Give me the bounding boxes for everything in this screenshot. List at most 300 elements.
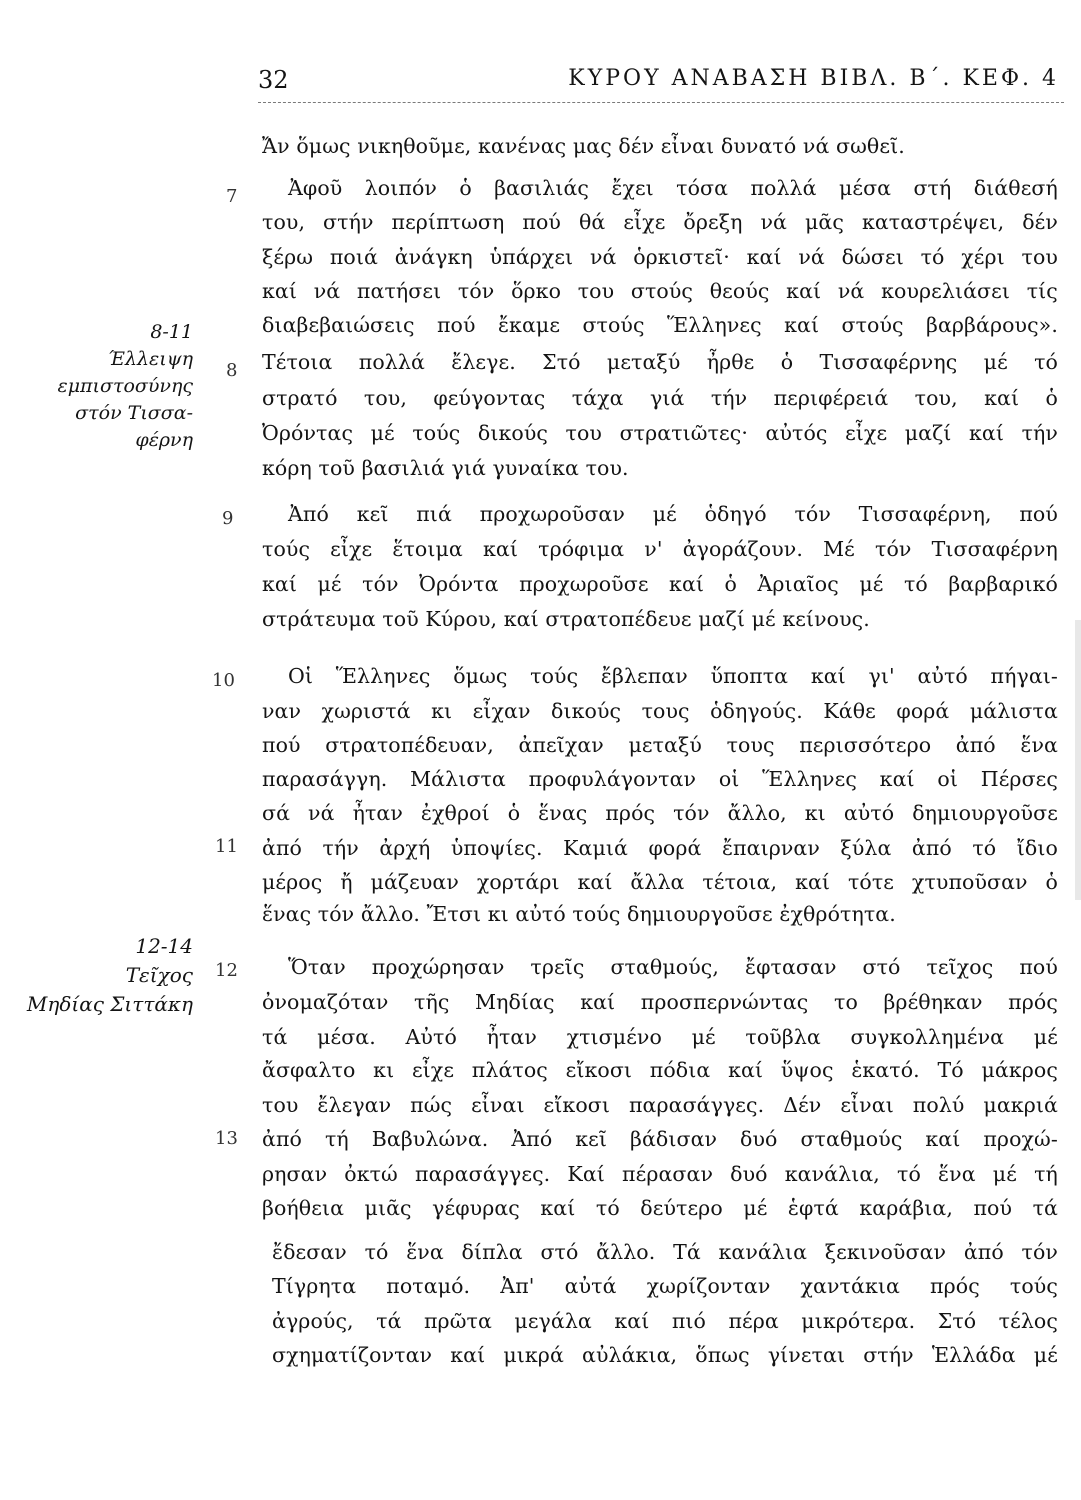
section-number-10: 10 <box>212 670 235 691</box>
word: μικρότερα. <box>801 1309 916 1333</box>
word: μέ <box>691 1025 716 1049</box>
margin-note-line: Τεῖχος <box>125 963 193 987</box>
word: ἕνα <box>938 1162 976 1186</box>
word: κι <box>373 1058 395 1082</box>
word: του <box>1021 245 1058 269</box>
word: ὄρεξη <box>683 210 743 234</box>
margin-note-line: φέρνη <box>135 429 193 451</box>
word: ἑφτά <box>787 1196 839 1220</box>
word: Ἕλληνες <box>762 767 857 791</box>
word: δυό <box>740 1127 778 1151</box>
margin-note-median-wall <box>27 932 193 1019</box>
word: δεύτερο <box>640 1196 723 1220</box>
section-number-7: 7 <box>226 186 238 207</box>
word: τό <box>595 1196 620 1220</box>
text-line <box>272 1240 1058 1272</box>
word: πρός <box>605 801 656 825</box>
word: Ἀριαῖος <box>757 572 839 596</box>
word: ἐχθροί <box>420 801 490 825</box>
margin-note-range: 8-11 <box>150 321 193 343</box>
word: μέ <box>1033 1025 1058 1049</box>
text-line <box>262 836 1058 868</box>
word: ξύλα <box>840 836 892 860</box>
word: πού <box>262 733 301 757</box>
word: Κάθε <box>823 699 876 723</box>
word: πέρασαν <box>622 1162 714 1186</box>
word: καί <box>810 664 846 688</box>
word: οἱ <box>937 767 958 791</box>
word: τούς <box>412 421 461 445</box>
word: ἦρθε <box>706 350 755 374</box>
word: σταθμούς <box>800 1127 903 1151</box>
word: καί <box>795 870 831 894</box>
word: μέρος <box>262 870 323 894</box>
word: Τίγρητα <box>272 1274 357 1298</box>
text-line <box>262 733 1058 765</box>
word: Οἱ <box>288 664 314 688</box>
word: Ἀπό <box>288 502 329 526</box>
word: ὁρκιστεῖ· <box>633 245 730 269</box>
word: ὀνομαζόταν <box>262 990 389 1014</box>
word: τόσα <box>676 176 729 200</box>
word: ὁ <box>507 801 521 825</box>
word: δίπλα <box>461 1240 523 1264</box>
word: κι <box>804 801 826 825</box>
word: ἕτοιμα <box>392 537 463 561</box>
word: ἔφτασαν <box>744 955 837 979</box>
word: προχώρησαν <box>371 955 505 979</box>
word: ἄλλο. <box>596 1240 656 1264</box>
word: δημιουργοῦσε <box>912 801 1058 825</box>
word: τίς <box>1026 279 1058 303</box>
word: εἶχε <box>845 421 888 445</box>
word: κι <box>431 699 453 723</box>
word: τῆς <box>414 990 450 1014</box>
word: αὐτό <box>917 664 968 688</box>
word: καί <box>614 1309 650 1333</box>
margin-note-line: στόν Τισσα- <box>75 402 193 424</box>
word: χωρίζονταν <box>646 1274 771 1298</box>
word: ὑπάρχει <box>489 245 574 269</box>
word: καί <box>540 1196 576 1220</box>
word: νά <box>837 279 865 303</box>
text-line <box>262 1127 1058 1159</box>
word: στήν <box>323 210 374 234</box>
word: ἦταν <box>486 1025 537 1049</box>
word: προφυλάγονταν <box>528 767 697 791</box>
word: βασιλιάς <box>494 176 589 200</box>
word: σά <box>262 801 291 825</box>
word: πρός <box>1008 990 1058 1014</box>
word: ἕνας <box>538 801 588 825</box>
word: διαβεβαιώσεις <box>262 313 415 337</box>
word: τήν <box>710 386 748 410</box>
word: φεύγοντας <box>433 386 546 410</box>
word: περιφέρειά <box>773 386 889 410</box>
text-line <box>262 1025 1058 1057</box>
word: στή <box>913 176 952 200</box>
word: Καμιά <box>563 836 628 860</box>
word: μέ <box>992 1162 1017 1186</box>
word: καί <box>580 990 616 1014</box>
word: εἴκοσι <box>565 1058 633 1082</box>
word: Μηδίας <box>475 990 555 1014</box>
word: στρατοπέδευαν, <box>325 733 494 757</box>
word: ἔπαιρναν <box>721 836 820 860</box>
word: θεούς <box>709 279 770 303</box>
word: ἦταν <box>352 801 403 825</box>
word: νά <box>589 245 617 269</box>
word: ἀπό <box>262 836 302 860</box>
word: καί <box>262 279 297 303</box>
word: τήν <box>322 836 359 860</box>
word: καί <box>984 386 1020 410</box>
word: χορτάρι <box>476 870 560 894</box>
word: πολλά <box>358 350 425 374</box>
word: τόν <box>794 502 831 526</box>
word: τόν <box>673 801 710 825</box>
word: αὐτά <box>564 1274 617 1298</box>
word: ἀπό <box>963 1240 1004 1264</box>
word: πού <box>973 1196 1013 1220</box>
word: νά <box>313 279 341 303</box>
margin-note-line: Μηδίας Σιττάκη <box>26 992 193 1016</box>
word: Ἀφοῦ <box>288 176 343 200</box>
scan-edge-shadow <box>1075 620 1081 900</box>
word: καταστρέψει, <box>861 210 1005 234</box>
word: μεταξύ <box>628 733 702 757</box>
word: ν' <box>644 537 663 561</box>
word: τό <box>364 1240 389 1264</box>
word: μάζευαν <box>370 870 459 894</box>
word: δικούς <box>477 421 548 445</box>
margin-note-range: 12-14 <box>135 934 193 958</box>
margin-note-line: Έλλειψη <box>107 348 193 370</box>
word: Βαβυλώνα. <box>371 1127 489 1151</box>
word: Στό <box>542 350 581 374</box>
text-line <box>262 1093 1058 1125</box>
word: κουρελιάσει <box>881 279 1011 303</box>
word: στούς <box>630 279 694 303</box>
word: μέ <box>983 350 1008 374</box>
word: οἱ <box>718 767 740 791</box>
text-line: κόρη τοῦ βασιλιά γιά γυναίκα του. <box>262 456 629 480</box>
word: πιά <box>416 502 452 526</box>
word: μέ <box>859 572 884 596</box>
text-line <box>262 572 1058 604</box>
word: τό <box>897 1162 921 1186</box>
word: τους <box>726 733 775 757</box>
word: ἀπεῖχαν <box>518 733 604 757</box>
word: δυό <box>730 1162 768 1186</box>
text-line <box>262 245 1058 277</box>
word: πώς <box>410 1093 453 1117</box>
word: ἔκαμε <box>497 313 561 337</box>
word: κεῖ <box>356 502 389 526</box>
word: ὁ <box>1045 386 1058 410</box>
word: μέ <box>743 1196 768 1220</box>
word: τους <box>641 699 690 723</box>
word: αὐλάκια, <box>582 1343 678 1367</box>
word: πού <box>1019 955 1058 979</box>
word: του <box>262 1093 299 1117</box>
word: κανάλια <box>718 1240 808 1264</box>
word: Τισσαφέρνης <box>819 350 958 374</box>
word: ὅπως <box>695 1343 750 1367</box>
word: στό <box>862 955 901 979</box>
word: βαρβάρους». <box>926 313 1058 337</box>
word: καί <box>450 1343 486 1367</box>
word: Ὅταν <box>288 955 346 979</box>
running-head: ΚΥΡΟΥ ΑΝΑΒΑΣΗ ΒΙΒΛ. Β΄. ΚΕΦ. 4 <box>568 66 1059 91</box>
word: ἀπό <box>262 1127 302 1151</box>
word: κεῖ <box>575 1127 608 1151</box>
word: πολύ <box>912 1093 965 1117</box>
word: Μέ <box>823 537 855 561</box>
word: μάλιστα <box>969 699 1058 723</box>
word: πόδια <box>649 1058 711 1082</box>
text-line <box>262 279 1058 311</box>
word: Ὀρόντας <box>262 421 354 445</box>
word: τό <box>903 572 928 596</box>
text-line <box>262 870 1058 902</box>
word: στούς <box>841 313 904 337</box>
word: Πέρσες <box>980 767 1058 791</box>
word: ἕνα <box>1020 733 1058 757</box>
word: φορά <box>896 699 950 723</box>
word: μεταξύ <box>606 350 681 374</box>
word: πιό <box>671 1309 706 1333</box>
word: ὕποπτα <box>710 664 789 688</box>
margin-note-lack-of-trust <box>58 319 194 454</box>
word: καί <box>669 572 705 596</box>
word: αὐτό <box>843 801 895 825</box>
word: καί <box>262 572 297 596</box>
word: σχηματίζονταν <box>272 1343 433 1367</box>
text-line <box>262 767 1058 799</box>
word: συγκολλημένα <box>850 1025 1005 1049</box>
word: ξέρω <box>262 245 314 269</box>
word: στούς <box>582 313 645 337</box>
word: Τέτοια <box>262 350 333 374</box>
text-line <box>288 176 1058 208</box>
word: περίπτωση <box>391 210 505 234</box>
word: ἀνάγκη <box>394 245 473 269</box>
text-line <box>262 801 1058 833</box>
word: χέρι <box>961 245 1005 269</box>
word: στήν <box>863 1343 914 1367</box>
word: μικρά <box>503 1343 564 1367</box>
word: εἶναι <box>840 1093 894 1117</box>
word: μέ <box>317 572 342 596</box>
page-number: 32 <box>258 66 289 94</box>
word: καί <box>577 870 613 894</box>
word: τήν <box>1021 421 1058 445</box>
word: τοῦβλα <box>745 1025 821 1049</box>
word: καράβια, <box>859 1196 953 1220</box>
word: γέφυρας <box>432 1196 520 1220</box>
word: τέτοια, <box>702 870 778 894</box>
word: καί <box>969 421 1005 445</box>
word: ποιά <box>329 245 378 269</box>
word: τότε <box>847 870 895 894</box>
word: ἀγοράζουν. <box>682 537 803 561</box>
word: δέν <box>1022 210 1058 234</box>
word: πήγαι- <box>990 664 1058 688</box>
word: παρασάγγες. <box>415 1162 551 1186</box>
word: Ἕλληνες <box>666 313 762 337</box>
word: προχώ- <box>983 1127 1058 1151</box>
word: καί <box>483 537 519 561</box>
text-line <box>262 313 1058 345</box>
word: τά <box>376 1309 402 1333</box>
word: του <box>565 421 602 445</box>
word: τρεῖς <box>530 955 585 979</box>
word: Στό <box>937 1309 977 1333</box>
text-line: ἕνας τόν ἄλλο. Ἔτσι κι αὐτό τούς δημιουργοῦσε ἐχθρότητα. <box>262 902 896 926</box>
word: ὅρκο <box>511 279 562 303</box>
word: χτυποῦσαν <box>911 870 1028 894</box>
word: αὐτός <box>765 421 828 445</box>
text-line <box>288 955 1058 987</box>
word: ἤ <box>340 870 353 894</box>
word: τό <box>1034 350 1058 374</box>
word: Ἕλληνες <box>335 664 431 688</box>
word: του, <box>914 386 958 410</box>
word: του, <box>262 210 306 234</box>
word: γι' <box>868 664 895 688</box>
word: διάθεσή <box>973 176 1058 200</box>
text-line: στράτευμα τοῦ Κύρου, καί στρατοπέδευε μαζί μέ κείνους. <box>262 607 870 631</box>
word: ἕνα <box>406 1240 444 1264</box>
word: ὁ <box>724 572 737 596</box>
word: στό <box>540 1240 579 1264</box>
header-rule <box>258 102 1064 103</box>
word: βρέθηκαν <box>883 990 983 1014</box>
word: δώσει <box>841 245 904 269</box>
word: ἀπό <box>911 836 952 860</box>
text-line <box>262 537 1058 569</box>
word: πού <box>522 210 561 234</box>
word: παρασάγγες. <box>628 1093 765 1117</box>
word: βαρβαρικό <box>948 572 1058 596</box>
word: εἶχε <box>623 210 666 234</box>
section-number-8: 8 <box>226 360 238 381</box>
word: μᾶς <box>805 210 844 234</box>
word: θά <box>578 210 606 234</box>
word: ἀπό <box>955 733 996 757</box>
word: καί <box>728 1058 764 1082</box>
word: βάδισαν <box>630 1127 718 1151</box>
word: γίνεται <box>767 1343 846 1367</box>
text-line <box>262 1162 1058 1194</box>
word: μάκρος <box>981 1058 1058 1082</box>
word: ἔβλεπαν <box>600 664 688 688</box>
word: ἔλεγαν <box>317 1093 392 1117</box>
word: εἶχε <box>330 537 373 561</box>
section-number-12: 12 <box>215 960 238 981</box>
word: Ἀπό <box>511 1127 553 1151</box>
word: καί <box>786 279 822 303</box>
text-line <box>262 1058 1058 1090</box>
word: μέσα. <box>317 1025 376 1049</box>
word: το <box>834 990 858 1014</box>
word: ρησαν <box>262 1162 328 1186</box>
text-line <box>262 1196 1058 1228</box>
word: ὁδηγό <box>704 502 767 526</box>
word: ποταμό. <box>386 1274 471 1298</box>
word: τή <box>324 1127 349 1151</box>
word: Ὀρόντα <box>419 572 499 596</box>
word: πού <box>436 313 476 337</box>
word: μαζί <box>904 421 952 445</box>
word: τά <box>1032 1196 1058 1220</box>
word: μιᾶς <box>364 1196 412 1220</box>
word: δικούς <box>551 699 622 723</box>
word: εἶχαν <box>472 699 531 723</box>
word: ἀρχή <box>379 836 431 860</box>
word: Ἀπ' <box>500 1274 535 1298</box>
word: πρός <box>930 1274 980 1298</box>
word: ἄλλα <box>630 870 685 894</box>
word: πατήσει <box>356 279 442 303</box>
text-line: Ἄν ὅμως νικηθοῦμε, κανένας μας δέν εἶναι δυνατό νά σωθεῖ. <box>262 134 905 158</box>
word: Αὐτό <box>405 1025 457 1049</box>
word: τόν <box>457 279 495 303</box>
word: τό <box>920 245 945 269</box>
word: τέλος <box>998 1309 1058 1333</box>
word: ὁ <box>459 176 472 200</box>
word: ὁ <box>780 350 794 374</box>
word: μεγάλα <box>514 1309 592 1333</box>
word: εἶχε <box>411 1058 455 1082</box>
word: ὕψος <box>780 1058 834 1082</box>
word: Τά <box>673 1240 701 1264</box>
word: καί <box>925 1127 961 1151</box>
word: τάχα <box>571 386 624 410</box>
word: ὁδηγούς. <box>710 699 803 723</box>
word: βοήθεια <box>262 1196 345 1220</box>
word: μέσα <box>838 176 892 200</box>
word: ὅμως <box>453 664 508 688</box>
word: γιά <box>650 386 685 410</box>
word: ξεκινοῦσαν <box>824 1240 947 1264</box>
text-line <box>262 990 1058 1022</box>
word: τή <box>1034 1162 1058 1186</box>
section-number-9: 9 <box>222 508 234 529</box>
word: παρασάγγη. <box>262 767 388 791</box>
word: Μάλιστα <box>410 767 506 791</box>
text-line <box>262 699 1058 731</box>
text-line <box>272 1274 1058 1306</box>
word: ἄλλο, <box>727 801 787 825</box>
word: προχωροῦσαν <box>479 502 625 526</box>
word: χαντάκια <box>800 1274 900 1298</box>
word: ὀκτώ <box>344 1162 398 1186</box>
word: τόν <box>1021 1240 1058 1264</box>
word: ἴδιο <box>1016 836 1058 860</box>
word: μακριά <box>983 1093 1058 1117</box>
word: μέ <box>652 502 677 526</box>
word: πρῶτα <box>423 1309 492 1333</box>
word: τούς <box>1009 1274 1058 1298</box>
word: ἔχει <box>611 176 654 200</box>
word: πλάτος <box>471 1058 548 1082</box>
word: νά <box>798 245 825 269</box>
word: κανάλια, <box>784 1162 880 1186</box>
word: καί <box>784 313 820 337</box>
word: ὑποψίες. <box>450 836 543 860</box>
